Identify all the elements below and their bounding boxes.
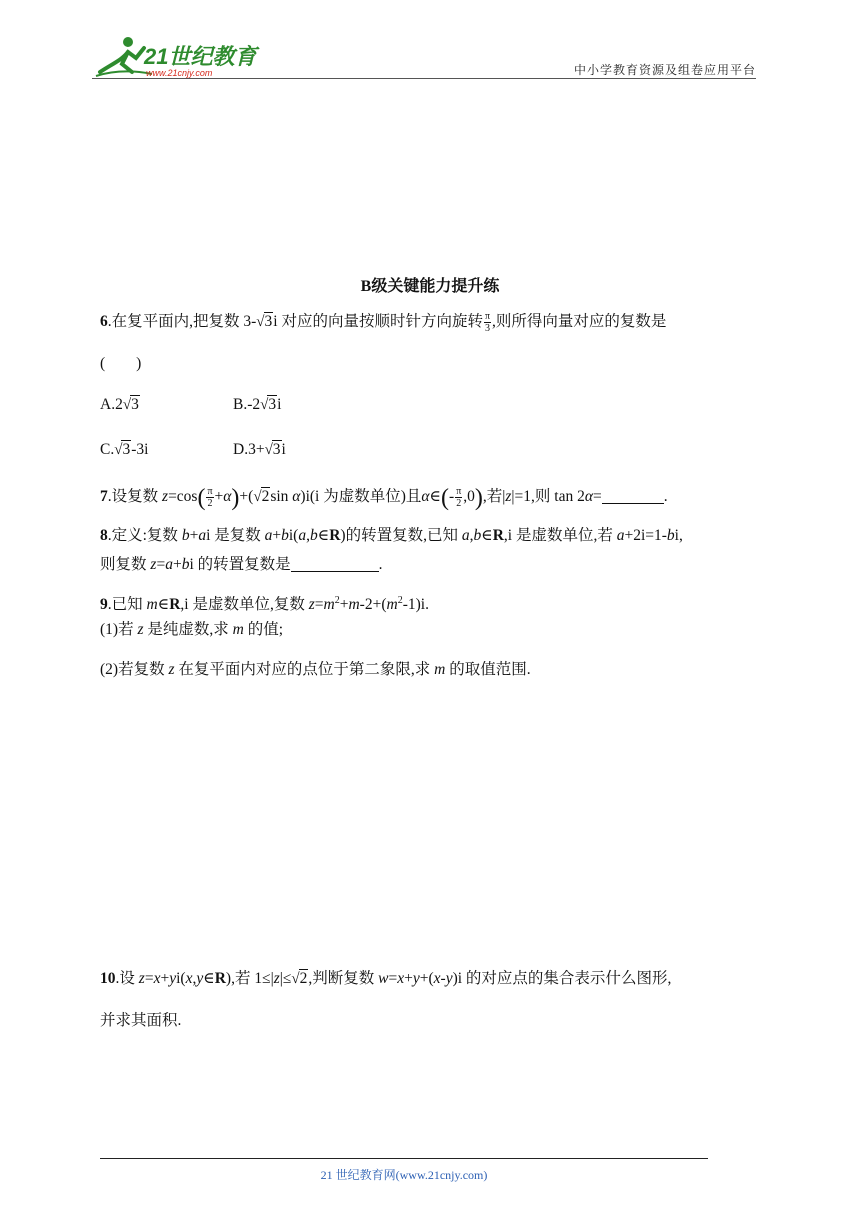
var: a <box>198 527 207 544</box>
q8-text: i( <box>288 527 299 544</box>
radicand: 3 <box>264 313 273 331</box>
var: α <box>421 488 430 506</box>
var: z <box>150 556 157 573</box>
radicand: 3 <box>272 441 281 458</box>
question-8-line-2 <box>100 554 383 576</box>
var: m <box>348 596 360 614</box>
q10-text: ),若 1≤| <box>225 970 274 987</box>
q9-text: 的取值范围. <box>445 661 531 678</box>
q8-text: 则复数 <box>100 556 151 573</box>
sqrt-expr: √3 <box>114 441 131 458</box>
var: a <box>165 556 173 573</box>
answer-blank[interactable] <box>602 489 664 504</box>
header-divider <box>92 78 756 79</box>
exponent: 2 <box>334 595 340 606</box>
site-logo <box>92 34 267 80</box>
fraction <box>484 311 491 334</box>
q8-text: +2i=1- <box>624 527 667 544</box>
sqrt-expr: √2 <box>291 970 308 987</box>
q9-text: 在复平面内对应的点位于第二象限,求 <box>174 661 435 678</box>
q8-text: i 的转置复数是 <box>189 556 291 573</box>
q10-text: , <box>192 970 197 987</box>
option-text: -3i <box>131 441 149 458</box>
q8-text: , <box>306 527 310 544</box>
question-7: 7.设复数 z=cos( $\frac{\pi}{2}$ +α)+(√2sin α)i(i 为虚数单位)且α∈(- $\frac{\pi}{2}$ ,0),若|z|=1,则 tan 2α= . <box>100 485 668 512</box>
logo-text: 21世纪教育 <box>144 44 257 69</box>
q6-option-c <box>100 439 148 461</box>
q6-answer-bracket: ( ) <box>100 355 142 372</box>
radicand: 3 <box>131 396 139 413</box>
q10-text: - <box>440 970 446 987</box>
set-R: R <box>492 527 504 544</box>
q9-text: ∈ <box>157 596 170 614</box>
paren-open: ( <box>441 485 450 512</box>
var: z <box>505 488 512 506</box>
set-R: R <box>329 527 341 544</box>
q7-text: )i(i 为虚数单位)且 <box>300 488 422 506</box>
var: m <box>386 596 398 614</box>
q6-option-d <box>233 439 286 461</box>
q6-option-b <box>233 394 281 416</box>
q7-text: ,0 <box>463 488 475 506</box>
question-9 <box>100 590 429 616</box>
q8-text: , <box>469 527 474 544</box>
q10-text: ,判断复数 <box>308 970 379 987</box>
q7-text: - <box>449 488 455 506</box>
option-text: C. <box>100 441 115 458</box>
question-number: 9 <box>100 596 108 614</box>
question-number: 6 <box>100 313 108 331</box>
q8-text: + <box>189 527 199 544</box>
var: α <box>292 488 301 506</box>
footer-text: 21 世纪教育网(www.21cnjy.com) <box>320 1168 488 1182</box>
q10-text: )i 的对应点的集合表示什么图形, <box>452 970 672 987</box>
var: z <box>168 661 175 678</box>
fraction <box>455 486 462 509</box>
question-10-line-2: 并求其面积. <box>100 1012 182 1029</box>
fraction <box>206 486 213 509</box>
q9-text: (2)若复数 <box>100 661 169 678</box>
option-text: i <box>281 441 286 458</box>
q6-text: i 对应的向量按顺时针方向旋转 <box>273 313 483 331</box>
var: y <box>445 970 453 987</box>
q7-text: .设复数 <box>107 488 163 506</box>
q7-text: |=1,则 tan 2 <box>511 488 585 506</box>
frac-num: π <box>484 311 491 322</box>
var: z <box>308 596 315 614</box>
section-title: B级关键能力提升练 <box>360 278 500 295</box>
question-8-line-1 <box>100 525 683 547</box>
sqrt-expr: √3 <box>122 396 139 413</box>
sqrt-expr: √2 <box>253 488 270 506</box>
option-text: D.3+ <box>233 441 265 458</box>
q8-text: . <box>378 556 383 573</box>
q9-text: 的值; <box>243 621 284 638</box>
q10-text: .设 <box>115 970 139 987</box>
var: m <box>434 661 446 678</box>
q9-text: .已知 <box>107 596 147 614</box>
var: y <box>196 970 204 987</box>
runner-logo-icon <box>92 34 267 80</box>
q10-text: = <box>388 970 398 987</box>
frac-num: π <box>207 486 213 497</box>
question-number: 10 <box>100 970 116 987</box>
q9-text: (1)若 <box>100 621 138 638</box>
q8-text: ,i 是虚数单位,若 <box>503 527 617 544</box>
q9-text: -1)i. <box>402 596 429 614</box>
q9-subquestion-1 <box>100 619 283 641</box>
option-text: A.2 <box>100 396 123 413</box>
q10-text: + <box>160 970 170 987</box>
q8-text: + <box>272 527 282 544</box>
question-10-line-1 <box>100 968 671 990</box>
var: b <box>666 527 675 544</box>
paren-close: ) <box>474 485 483 512</box>
var: m <box>323 596 335 614</box>
var: z <box>162 488 169 506</box>
q7-text: ,若| <box>482 488 506 506</box>
question-number: 7 <box>100 488 108 506</box>
q10-text: i( <box>176 970 186 987</box>
var: m <box>146 596 158 614</box>
var: a <box>461 527 470 544</box>
paren-close: ) <box>231 485 240 512</box>
paren-open: ( <box>197 485 206 512</box>
var: x <box>153 970 161 987</box>
var: z <box>138 970 145 987</box>
var: y <box>412 970 420 987</box>
question-number: 8 <box>100 527 108 544</box>
var: m <box>232 621 244 638</box>
var: w <box>378 970 389 987</box>
var: α <box>223 488 232 506</box>
q8-text: i 是复数 <box>206 527 265 544</box>
q6-option-a <box>100 394 140 416</box>
q10-text: |≤ <box>279 970 292 987</box>
q8-text: )的转置复数,已知 <box>340 527 462 544</box>
var: a <box>298 527 307 544</box>
sqrt-expr: √3 <box>260 396 277 413</box>
q9-text: -2+( <box>359 596 387 614</box>
q10-text: + <box>404 970 413 987</box>
var: b <box>181 556 190 573</box>
q8-text: = <box>156 556 166 573</box>
q7-text: ∈ <box>429 488 442 506</box>
set-R: R <box>169 596 181 614</box>
question-6 <box>100 311 666 334</box>
frac-den: 3 <box>485 323 490 334</box>
q7-text: +( <box>239 488 254 506</box>
q9-text: = <box>314 596 324 614</box>
q8-text: i, <box>674 527 683 544</box>
frac-den: 2 <box>456 498 462 509</box>
var: x <box>397 970 405 987</box>
var: α <box>584 488 593 506</box>
radicand: 2 <box>299 970 308 987</box>
var: x <box>433 970 441 987</box>
var: b <box>473 527 482 544</box>
q6-text: .在复平面内,把复数 3- <box>107 313 257 331</box>
q7-text: + <box>214 488 224 506</box>
logo-url-text: www.21cnjy.com <box>146 68 213 78</box>
var: x <box>185 970 193 987</box>
q6-text: ,则所得向量对应的复数是 <box>492 313 667 331</box>
q10-text: ∈ <box>203 970 215 987</box>
q8-text: .定义:复数 <box>107 527 182 544</box>
var: b <box>181 527 190 544</box>
q8-text: + <box>172 556 182 573</box>
q7-text: = <box>592 488 602 506</box>
answer-blank[interactable] <box>291 557 379 572</box>
var: b <box>309 527 318 544</box>
set-R: R <box>214 970 226 987</box>
var: a <box>264 527 273 544</box>
q10-text: = <box>144 970 154 987</box>
frac-den: 2 <box>207 498 213 509</box>
radicand: 3 <box>268 396 277 413</box>
q9-text: 是纯虚数,求 <box>143 621 233 638</box>
q10-text: +( <box>419 970 434 987</box>
q9-text: ,i 是虚数单位,复数 <box>180 596 309 614</box>
var: a <box>616 527 625 544</box>
radicand: 2 <box>261 488 270 506</box>
option-text: i <box>277 396 282 413</box>
footer-divider <box>100 1158 708 1159</box>
var: y <box>169 970 177 987</box>
var: b <box>281 527 289 544</box>
option-text: B.-2 <box>233 396 261 413</box>
platform-text: 中小学教育资源及组卷应用平台 <box>573 63 756 77</box>
radicand: 3 <box>122 441 131 458</box>
var: z <box>137 621 144 638</box>
q9-subquestion-2 <box>100 659 531 681</box>
q7-text: sin <box>270 488 293 506</box>
frac-num: π <box>456 486 462 497</box>
q7-text: =cos <box>168 488 198 506</box>
exponent: 2 <box>397 595 403 606</box>
q8-text: ∈ <box>317 527 330 544</box>
var: z <box>273 970 280 987</box>
q9-text: + <box>339 596 349 614</box>
sqrt-expr: √3 <box>264 441 281 458</box>
q8-text: ∈ <box>481 527 493 544</box>
sqrt-expr: √3 <box>256 313 273 331</box>
